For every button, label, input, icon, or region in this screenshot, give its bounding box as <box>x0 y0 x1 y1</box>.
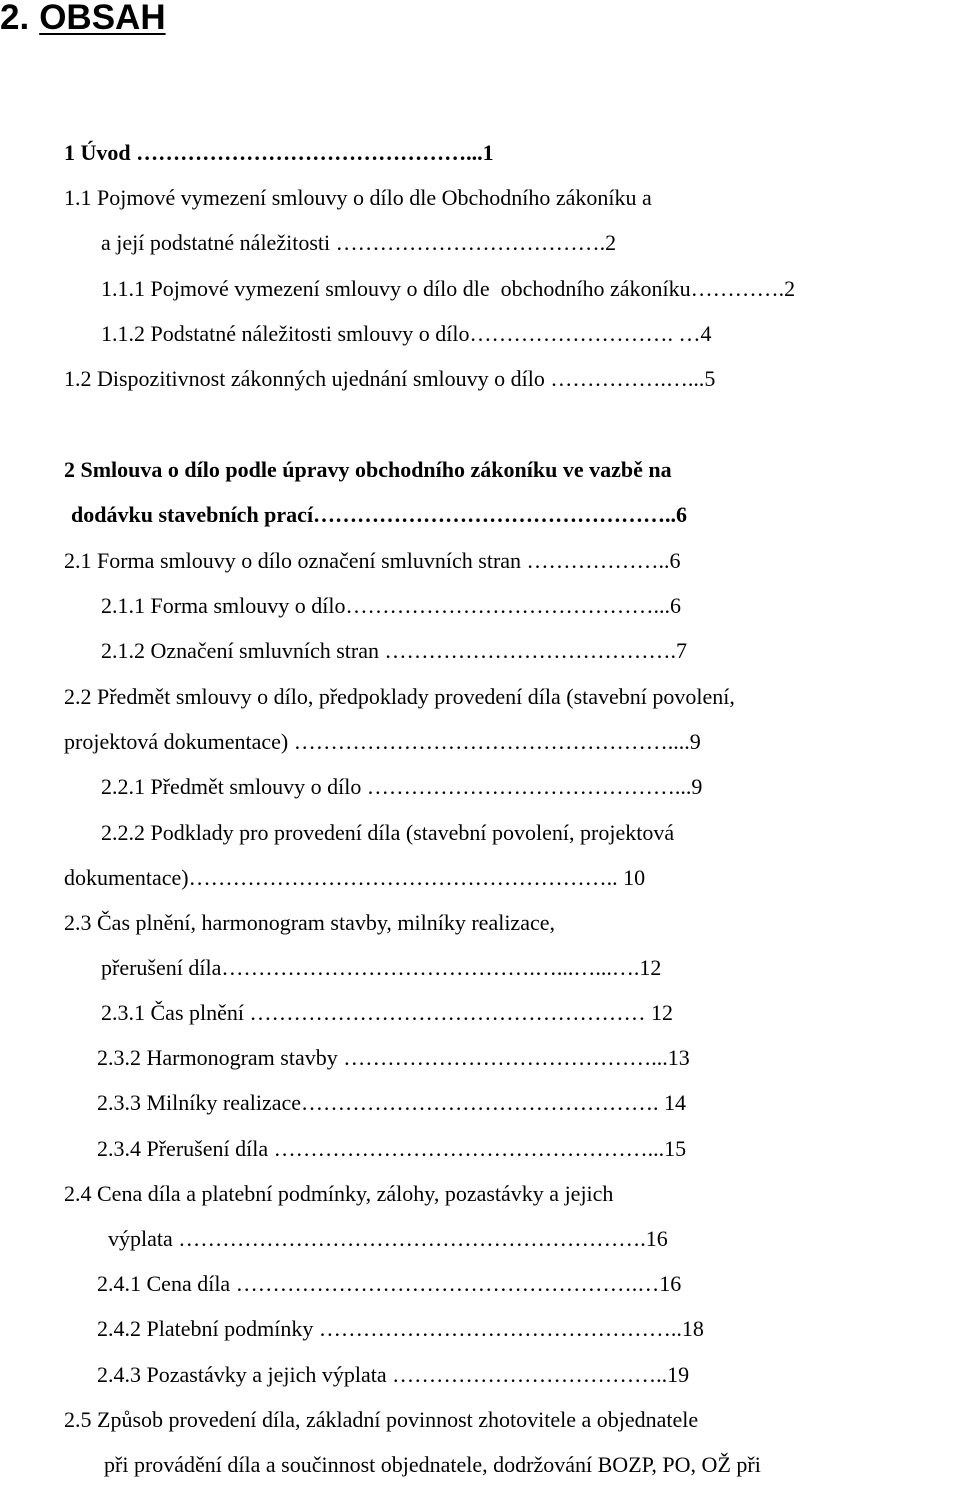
toc-entry[interactable]: 2.4.3 Pozastávky a jejich výplata ………………………………..19 <box>97 1362 690 1387</box>
toc-entry[interactable]: dodávku stavebních prací…………………………………………..6 <box>71 502 688 527</box>
toc-entry[interactable]: přerušení díla…………………………………….…...…...….12 <box>101 955 662 980</box>
toc-entry[interactable]: výplata ……………………………………………………….16 <box>108 1226 668 1251</box>
toc-entry[interactable]: a její podstatné náležitosti ……………………………….2 <box>101 230 617 255</box>
toc-entry[interactable]: 2.1.2 Označení smluvních stran ………………………………….7 <box>101 638 687 663</box>
toc-entry[interactable]: dokumentace)………………………………………………….. 10 <box>64 865 646 890</box>
toc-entry[interactable]: 2.4 Cena díla a platební podmínky, zálohy, pozastávky a jejich <box>64 1181 614 1206</box>
toc-entry[interactable]: 1 Úvod ………………………………………...1 <box>64 140 494 165</box>
toc-entry[interactable]: 2.1 Forma smlouvy o dílo označení smluvních stran ………………..6 <box>64 548 681 573</box>
toc-entry[interactable]: 2.3.4 Přerušení díla ……………………………………………...15 <box>97 1136 687 1161</box>
toc-entry[interactable]: 1.2 Dispozitivnost zákonných ujednání smlouvy o dílo …………….…...5 <box>64 366 716 391</box>
toc-entry[interactable]: 2.3.3 Milníky realizace…………………………………………. 14 <box>97 1090 687 1115</box>
heading-word: OBSAH <box>39 0 166 37</box>
toc-entry[interactable]: 2.3.1 Čas plnění ……………………………………………… 12 <box>101 1000 673 1025</box>
toc-entry[interactable]: 2.1.1 Forma smlouvy o dílo……………………………………...6 <box>101 593 681 618</box>
heading-number: 2. <box>0 0 30 37</box>
toc-entry[interactable]: 2.4.2 Platební podmínky …………………………………………..18 <box>97 1316 704 1341</box>
toc-entry[interactable]: 2.2.1 Předmět smlouvy o dílo ……………………………………...9 <box>101 774 703 799</box>
toc-entry[interactable]: 2.2.2 Podklady pro provedení díla (stavební povolení, projektová <box>101 820 675 845</box>
toc-entry[interactable]: 1.1 Pojmové vymezení smlouvy o dílo dle Obchodního zákoníku a <box>64 185 652 210</box>
toc-entry[interactable]: 2.5 Způsob provedení díla, základní povinnost zhotovitele a objednatele <box>64 1407 699 1432</box>
toc-entry[interactable]: 1.1.2 Podstatné náležitosti smlouvy o dílo………………………. …4 <box>101 321 712 346</box>
toc-entry[interactable]: 2 Smlouva o dílo podle úpravy obchodního zákoníku ve vazbě na <box>64 457 672 482</box>
toc-entry[interactable]: při provádění díla a součinnost objednatele, dodržování BOZP, PO, OŽ při <box>104 1452 761 1477</box>
toc-entry[interactable]: 2.3.2 Harmonogram stavby ……………………………………...13 <box>97 1045 690 1070</box>
toc-entry[interactable]: 2.3 Čas plnění, harmonogram stavby, milníky realizace, <box>64 910 555 935</box>
toc-entry[interactable]: 1.1.1 Pojmové vymezení smlouvy o dílo dle obchodního zákoníku………….2 <box>101 276 796 301</box>
toc-entry[interactable]: 2.4.1 Cena díla ……………………………………………….…16 <box>97 1271 682 1296</box>
toc-entry[interactable]: projektová dokumentace) ……………………………………………....9 <box>64 729 701 754</box>
toc-entry[interactable]: 2.2 Předmět smlouvy o dílo, předpoklady provedení díla (stavební povolení, <box>64 684 735 709</box>
